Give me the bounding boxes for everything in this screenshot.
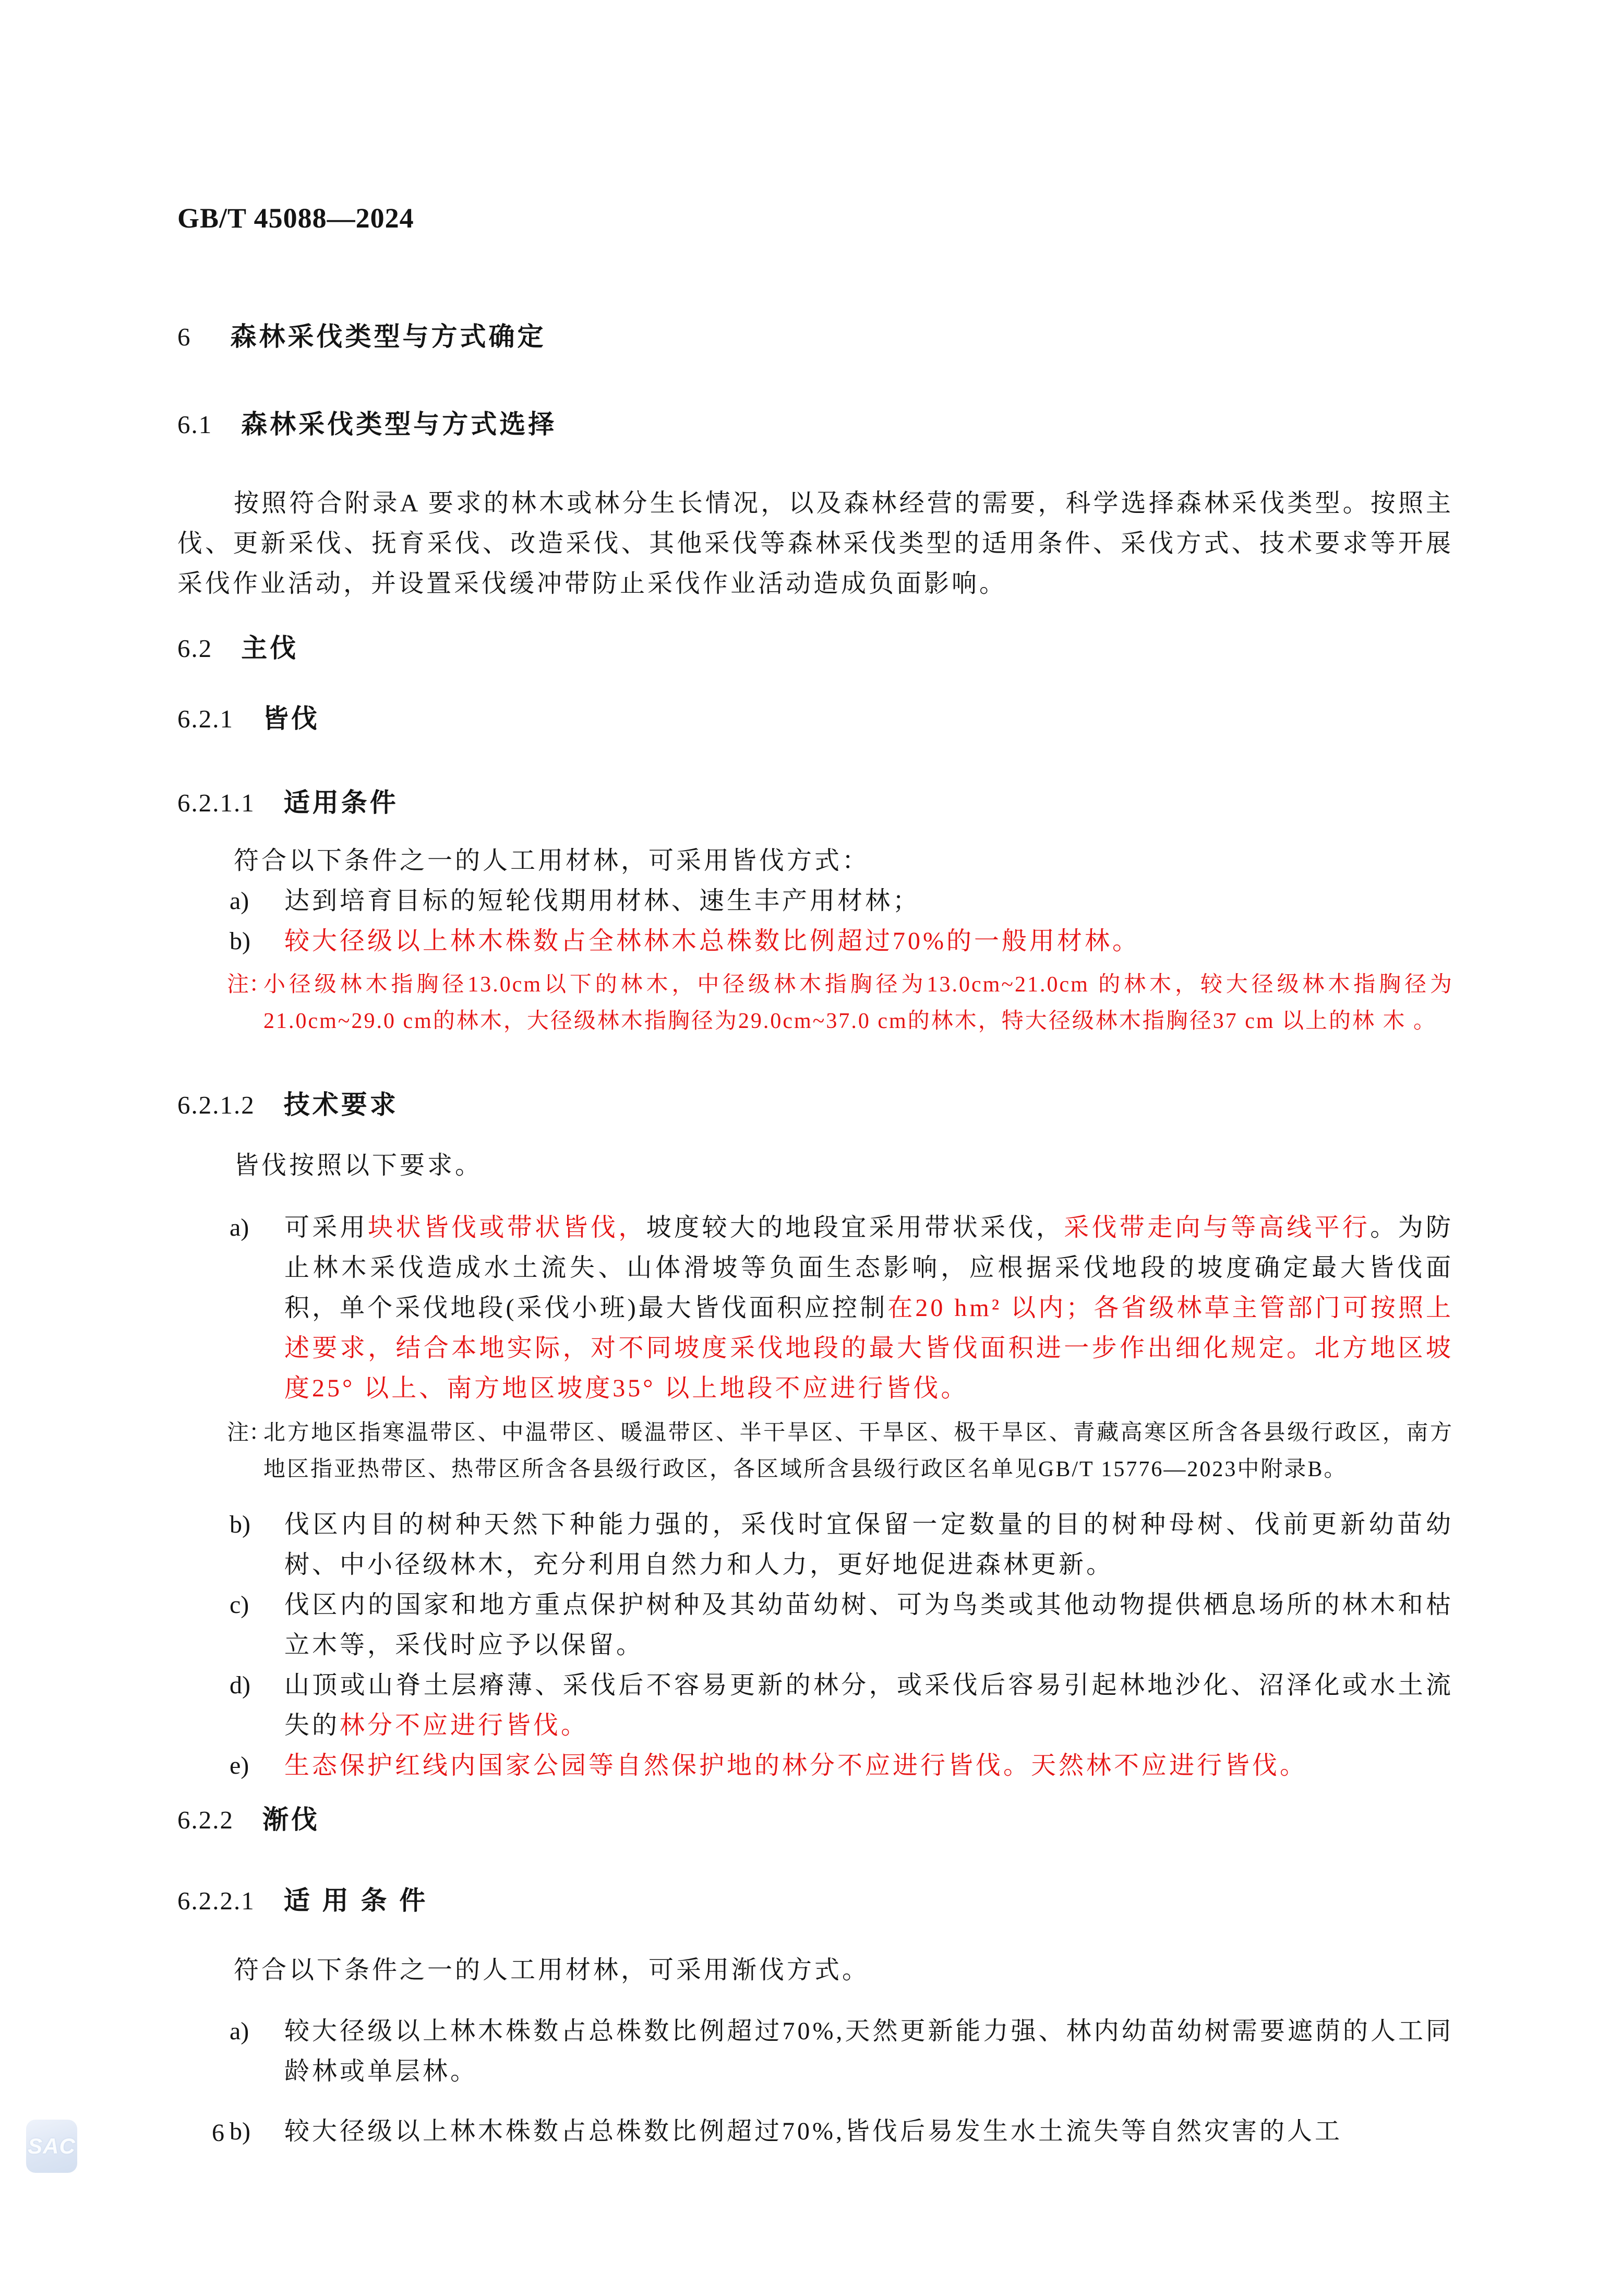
sac-watermark-logo xyxy=(26,2120,77,2173)
text-segment: 采伐带走向与等高线平行 xyxy=(1064,1214,1371,1241)
section-heading-6-2-2-1 xyxy=(177,1885,1453,1923)
item-text xyxy=(284,927,1140,955)
section-heading-6 xyxy=(177,321,1453,359)
heading-title: 适用条件 xyxy=(283,788,399,817)
section-heading-6-2 xyxy=(177,632,1453,671)
text-segment: 。为防止林木采伐造成水土流失、山体滑坡等负面生态影响，应根据采伐地段的坡度确定最大皆伐面积，单个采伐地段(采伐小班)最大皆伐面积应控制 xyxy=(284,1214,1453,1322)
item-text xyxy=(284,887,920,915)
text-segment: 较大径级以上林木株数占总株数比例超过70%,皆伐后易发生水土流失等自然灾害的人工 xyxy=(284,2118,1342,2145)
document-body xyxy=(177,237,1453,2151)
text-segment: 达到培育目标的短轮伐期用材林、速生丰产用材林； xyxy=(284,887,921,915)
text-segment: 山顶或山脊土层瘠薄、采伐后不容易更新的林分，或采伐后容易引起林地沙化、沼泽化或水土流失的 xyxy=(284,1671,1453,1739)
note-text xyxy=(263,1421,1453,1481)
paragraph-text: 符合以下条件之一的人工用材林，可采用渐伐方式。 xyxy=(234,1956,870,1984)
text-segment: 林分不应进行皆伐。 xyxy=(340,1712,589,1739)
item-label: c) xyxy=(230,1591,249,1619)
note-label: 注： xyxy=(227,973,271,997)
text-segment: 块状皆伐或带状皆伐， xyxy=(368,1214,646,1241)
heading-title: 皆伐 xyxy=(262,704,320,733)
standard-code-header: GB/T 45088—2024 xyxy=(177,202,414,234)
list-item xyxy=(177,881,1453,921)
paragraph xyxy=(177,483,1453,604)
section-heading-6-2-1-1 xyxy=(177,787,1453,825)
section-heading-6-2-2 xyxy=(177,1804,1453,1842)
section-heading-6-2-1-2 xyxy=(177,1089,1453,1127)
text-segment: 伐区内目的树种天然下种能力强的，采伐时宜保留一定数量的目的树种母树、伐前更新幼苗幼树、中小径级林木，充分利用自然力和人力，更好地促进森林更新。 xyxy=(284,1511,1453,1578)
section-heading-6-2-1 xyxy=(177,703,1453,741)
heading-number: 6.2 xyxy=(177,634,213,663)
text-segment: 生态保护红线内国家公园等自然保护地的林分不应进行皆伐。天然林不应进行皆伐。 xyxy=(284,1752,1308,1779)
list-item xyxy=(177,2011,1453,2091)
item-text xyxy=(284,2017,1453,2085)
note xyxy=(177,1415,1453,1488)
heading-number: 6.2.2.1 xyxy=(177,1886,255,1915)
item-text xyxy=(284,1671,1453,1739)
item-label: d) xyxy=(230,1671,250,1699)
paragraph xyxy=(177,1950,1453,1990)
text-segment: 坡度较大的地段宜采用带状采伐， xyxy=(646,1214,1064,1241)
text-segment: 伐区内的国家和地方重点保护树种及其幼苗幼树、可为鸟类或其他动物提供栖息场所的林木和枯立木等，采伐时应予以保留。 xyxy=(284,1591,1453,1659)
item-label: a) xyxy=(230,2017,249,2045)
heading-number: 6.2.1.2 xyxy=(177,1091,255,1119)
item-label: a) xyxy=(230,1214,249,1241)
heading-title: 技术要求 xyxy=(283,1090,399,1119)
section-heading-6-1 xyxy=(177,409,1453,447)
heading-number: 6.1 xyxy=(177,410,213,439)
list-item xyxy=(177,1207,1453,1408)
heading-number: 6.2.2 xyxy=(177,1805,234,1834)
list-item xyxy=(177,1585,1453,1665)
text-segment: 较大径级以上林木株数占全林林木总株数比例超过70%的一般用材林。 xyxy=(284,927,1140,955)
item-text xyxy=(284,1511,1453,1578)
heading-title: 适 用 条 件 xyxy=(283,1886,428,1915)
paragraph xyxy=(177,1145,1453,1186)
paragraph-text: 按照符合附录A 要求的林木或林分生长情况，以及森林经营的需要，科学选择森林采伐类型。按照主伐、更新采伐、抚育采伐、改造采伐、其他采伐等森林采伐类型的适用条件、采伐方式、技术要求等开展采伐作业活动，并设置采伐缓冲带防止采伐作业活动造成负面影响。 xyxy=(177,489,1453,597)
text-segment: 小径级林木指胸径13.0cm以下的林木，中径级林木指胸径为13.0cm~21.0cm 的林木，较大径级林木指胸径为21.0cm~29.0 cm的林木，大径级林木指胸径为29.0cm~37.0 cm的林木，特大径级林木指胸径37 cm 以上的林 木 。 xyxy=(263,973,1453,1033)
text-segment: 在20 hm² 以内；各省级林草主管部门可按照上述要求，结合本地实际，对不同坡度采伐地段的最大皆伐面积进一步作出细化规定。北方地区坡度25° 以上、南方地区坡度35° 以上地段不应进行皆伐。 xyxy=(284,1294,1453,1402)
heading-number: 6.2.1 xyxy=(177,704,234,733)
list-item xyxy=(177,2111,1453,2151)
note xyxy=(177,966,1453,1039)
heading-title: 森林采伐类型与方式确定 xyxy=(230,322,546,351)
heading-number: 6 xyxy=(177,322,191,351)
page-number: 6 xyxy=(212,2119,224,2147)
list-item xyxy=(177,921,1453,961)
item-text xyxy=(284,1752,1307,1779)
item-label: b) xyxy=(230,1511,250,1538)
list-item xyxy=(177,1504,1453,1585)
sac-logo-text: SAC xyxy=(28,2134,76,2158)
paragraph xyxy=(177,841,1453,881)
note-label: 注： xyxy=(227,1421,271,1445)
text-segment: 可采用 xyxy=(284,1214,368,1241)
paragraph-text: 符合以下条件之一的人工用材林，可采用皆伐方式： xyxy=(234,847,870,875)
item-label: a) xyxy=(230,887,249,915)
heading-title: 渐伐 xyxy=(262,1805,320,1834)
heading-title: 主伐 xyxy=(241,633,299,663)
item-text xyxy=(284,1214,1453,1402)
item-label: b) xyxy=(230,927,250,955)
item-label: e) xyxy=(230,1752,249,1779)
heading-number: 6.2.1.1 xyxy=(177,788,255,817)
paragraph-text: 皆伐按照以下要求。 xyxy=(234,1152,483,1179)
item-text xyxy=(284,1591,1453,1659)
text-segment: 北方地区指寒温带区、中温带区、暖温带区、半干旱区、干旱区、极干旱区、青藏高寒区所含各县级行政区，南方地区指亚热带区、热带区所含各县级行政区，各区域所含县级行政区名单见GB/T 15776—2023中附录B。 xyxy=(263,1421,1453,1481)
text-segment: 较大径级以上林木株数占总株数比例超过70%,天然更新能力强、林内幼苗幼树需要遮荫的人工同龄林或单层林。 xyxy=(284,2017,1453,2085)
list-item xyxy=(177,1665,1453,1745)
heading-title: 森林采伐类型与方式选择 xyxy=(241,410,557,439)
item-text xyxy=(284,2118,1342,2145)
note-text xyxy=(263,973,1453,1033)
list-item xyxy=(177,1745,1453,1786)
item-label: b) xyxy=(230,2118,250,2145)
